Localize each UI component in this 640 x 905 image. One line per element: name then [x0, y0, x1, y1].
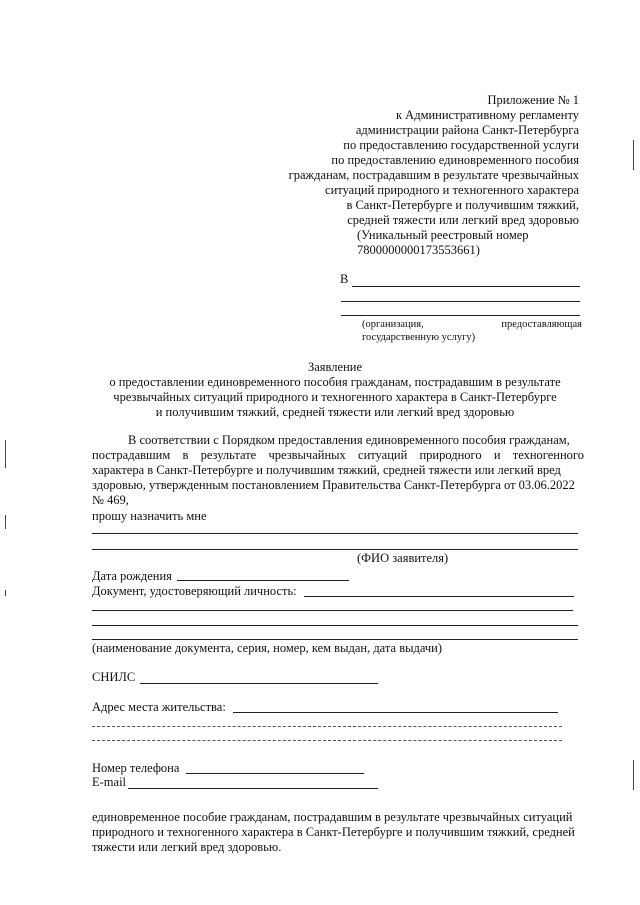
id-document-field-line-3[interactable] [92, 625, 578, 626]
request-text: прошу назначить мне [92, 509, 207, 523]
birth-date-field[interactable] [177, 580, 349, 581]
addressee-caption-service: государственную услугу) [362, 332, 476, 343]
registry-label: (Уникальный реестровый номер [357, 228, 529, 242]
appendix-line: в Санкт-Петербурге и получившим тяжкий, [346, 198, 579, 212]
appendix-line: гражданам, пострадавшим в результате чрезвычайных [288, 168, 579, 182]
snils-label: СНИЛС [92, 670, 136, 684]
scan-edge-mark [5, 590, 6, 596]
footer-line: тяжести или легкий вред здоровью. [92, 840, 282, 854]
scan-edge-mark [5, 440, 6, 468]
footer-line: единовременное пособие гражданам, пострадавшим в результате чрезвычайных ситуаций [92, 810, 573, 824]
email-field[interactable] [128, 788, 378, 789]
appendix-title: Приложение № 1 [487, 93, 579, 107]
address-field-line-3[interactable] [92, 740, 562, 741]
appendix-line: по предоставлению единовременного пособия [331, 153, 579, 167]
scan-edge-mark [633, 760, 634, 790]
appendix-line: администрации района Санкт-Петербурга [355, 123, 579, 137]
addressee-field-line-3[interactable] [341, 315, 580, 316]
phone-field[interactable] [186, 773, 364, 774]
title-line: чрезвычайных ситуаций природного и техногенного характера в Санкт-Петербурге [113, 390, 557, 404]
title-heading: Заявление [307, 360, 362, 374]
appendix-line: по предоставлению государственной услуги [343, 138, 579, 152]
birth-date-label: Дата рождения [92, 569, 172, 583]
scan-edge-mark [633, 140, 634, 170]
id-document-caption: (наименование документа, серия, номер, кем выдан, дата выдачи) [92, 641, 443, 655]
footer-line: природного и техногенного характера в Санкт-Петербурге и получившим тяжкий, средней [92, 825, 575, 839]
address-label: Адрес места жительства: [92, 700, 226, 714]
fio-field-line-1[interactable] [92, 533, 578, 534]
body-line: здоровью, утвержденным постановлением Правительства Санкт-Петербурга от 03.06.2022 [92, 478, 575, 492]
body-line: В соответствии с Порядком предоставления единовременного пособия гражданам, [128, 433, 570, 447]
id-document-field-line-4[interactable] [92, 639, 578, 640]
appendix-line: ситуаций природного и техногенного характера [325, 183, 579, 197]
phone-label: Номер телефона [92, 761, 180, 775]
snils-field[interactable] [140, 683, 378, 684]
fio-caption: (ФИО заявителя) [357, 551, 449, 565]
registry-number: 7800000000173553661) [357, 243, 480, 257]
appendix-line: к Административному регламенту [395, 108, 579, 122]
addressee-field-line-2[interactable] [341, 301, 580, 302]
addressee-caption-providing: предоставляющая [501, 319, 582, 330]
id-document-field-line-2[interactable] [92, 610, 573, 611]
appendix-line: средней тяжести или легкий вред здоровью [347, 213, 579, 227]
scan-edge-mark [5, 515, 6, 529]
addressee-caption-org: (организация, [362, 319, 424, 330]
title-line: и получившим тяжкий, средней тяжести или легкий вред здоровью [155, 405, 515, 419]
address-field-line-1[interactable] [233, 712, 558, 713]
title-line: о предоставлении единовременного пособия гражданам, пострадавшим в результате [109, 375, 561, 389]
id-document-field-line-1[interactable] [304, 596, 574, 597]
fio-field-line-2[interactable] [92, 549, 578, 550]
body-line: характера в Санкт-Петербурге и получившим тяжкий, средней тяжести или легкий вред [92, 463, 561, 477]
address-field-line-2[interactable] [92, 726, 562, 727]
addressee-field-line-1[interactable] [352, 286, 580, 287]
id-document-label: Документ, удостоверяющий личность: [92, 584, 297, 598]
addressee-prefix: В [340, 272, 349, 286]
email-label: E-mail [92, 775, 127, 789]
body-line: № 469, [92, 493, 129, 507]
body-line: пострадавшим в результате чрезвычайных ситуаций природного и техногенного [92, 448, 584, 462]
